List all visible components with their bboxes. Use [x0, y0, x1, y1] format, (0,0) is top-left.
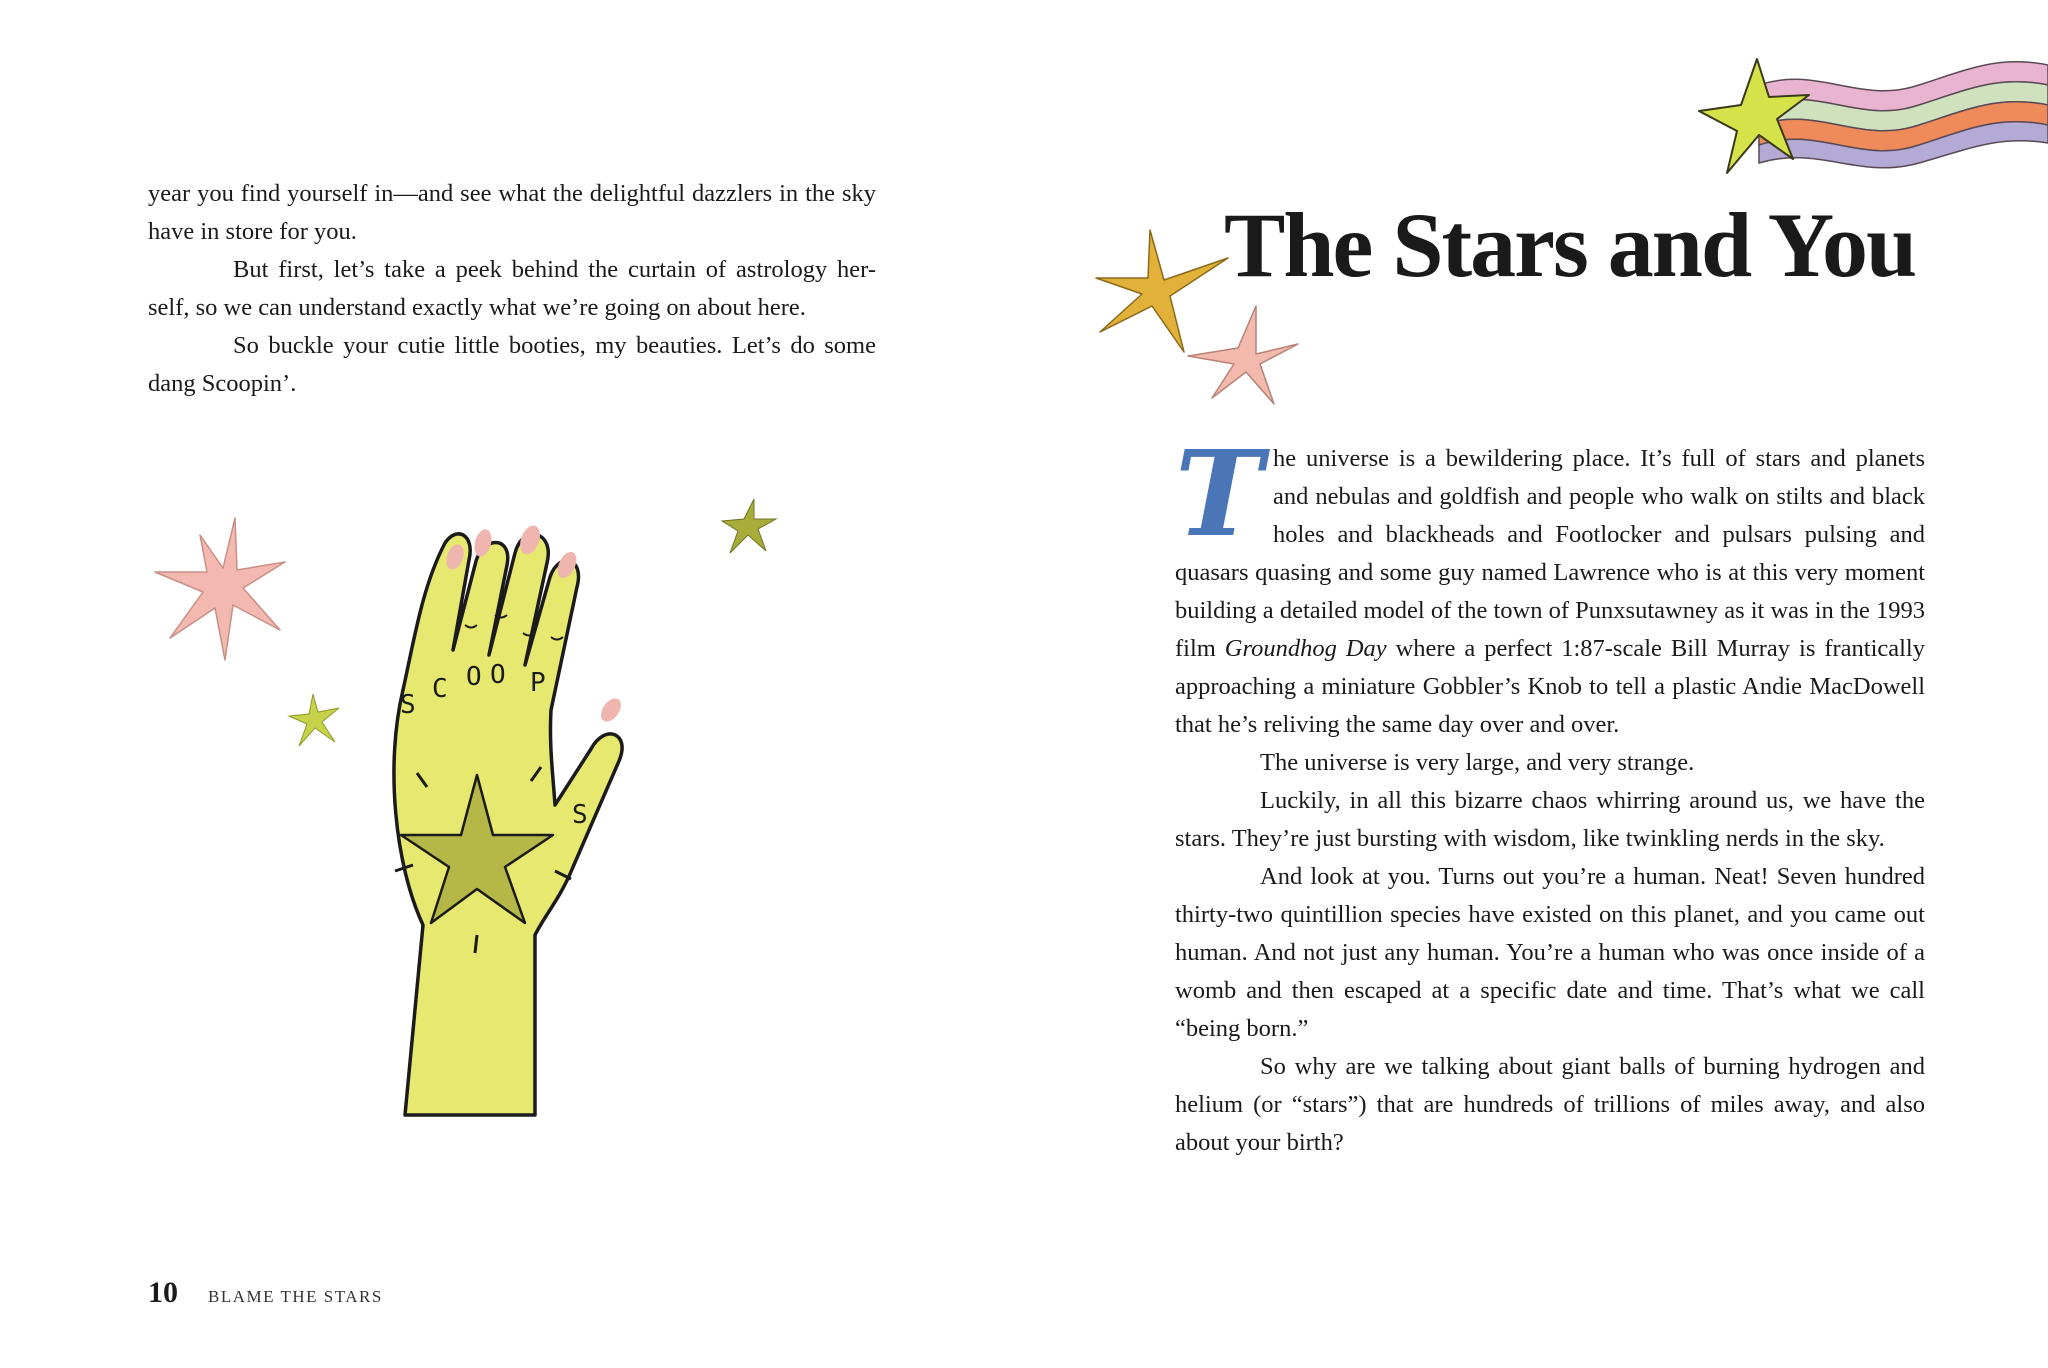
small-olive-star-icon [718, 495, 780, 557]
hand-letter: S [400, 690, 416, 720]
paragraph-text: he universe is a bewildering place. It’s full of stars and planets and nebulas and goldfish and people who walk on stilts and black holes and blackheads and Footlocker and pulsars pulsing and quasars quasing and some guy named Lawrence who is at this very moment building a detailed model of the town of Punxsutawney as it was in the 1993 film [1175, 445, 1925, 662]
right-page [1024, 0, 2048, 1368]
hand-letter: O [466, 662, 482, 692]
paragraph: year you find yourself in—and see what the delightful dazzlers in the sky have in store for you. [148, 180, 876, 245]
page-number: 10 [148, 1276, 178, 1309]
drop-cap: T [1175, 424, 1263, 563]
paragraph: And look at you. Turns out you’re a human. Neat! Seven hundred thirty-two quintillion species have existed on this planet, and you came out human. And not just any human. You’re a human who was once inside of a womb and then escaped at a specific date and time. That’s what we call “being born.” [1175, 863, 1925, 1042]
paragraph: So buckle your cutie little booties, my beauties. Let’s do some dang Scoopin’. [148, 332, 876, 397]
paragraph-text: where a perfect 1:87-scale Bill Murray is frantically approaching a miniature Gobbler’s Knob to tell a plastic Andie MacDowell that he’s reliving the same day over and over. [1175, 635, 1925, 738]
paragraph: Luckily, in all this bizarre chaos whirring around us, we have the stars. They’re just bursting with wisdom, like twinkling nerds in the sky. [1175, 787, 1925, 852]
hand-letter: S [572, 800, 588, 830]
pink-star-icon [1182, 300, 1302, 410]
hand-letter: C [432, 674, 448, 704]
hand-letter: P [530, 668, 546, 698]
hand-letter: O [490, 660, 506, 690]
small-green-star-icon [285, 690, 345, 750]
left-body-text [148, 175, 876, 403]
chapter-title: The Stars and You [1224, 194, 1916, 296]
paragraph: So why are we talking about giant balls of burning hydrogen and helium (or “stars”) that are hundreds of trillions of miles away, and also about your birth? [1175, 1053, 1925, 1156]
hand-with-star-illustration [365, 505, 665, 1125]
running-head: BLAME THE STARS [208, 1287, 383, 1306]
paragraph: But first, let’s take a peek behind the curtain of astrology her-self, so we can understand exactly what we’re going on about here. [148, 256, 876, 321]
opening-paragraph [1175, 424, 1925, 744]
pink-starburst-icon [145, 510, 295, 670]
paragraph: The universe is very large, and very strange. [1260, 749, 1695, 776]
page-footer [148, 1276, 383, 1310]
film-title: Groundhog Day [1224, 635, 1387, 662]
shooting-star-rainbow-icon [1669, 55, 2048, 180]
right-body-text [1175, 424, 1925, 1162]
hand-lettering [400, 650, 600, 830]
